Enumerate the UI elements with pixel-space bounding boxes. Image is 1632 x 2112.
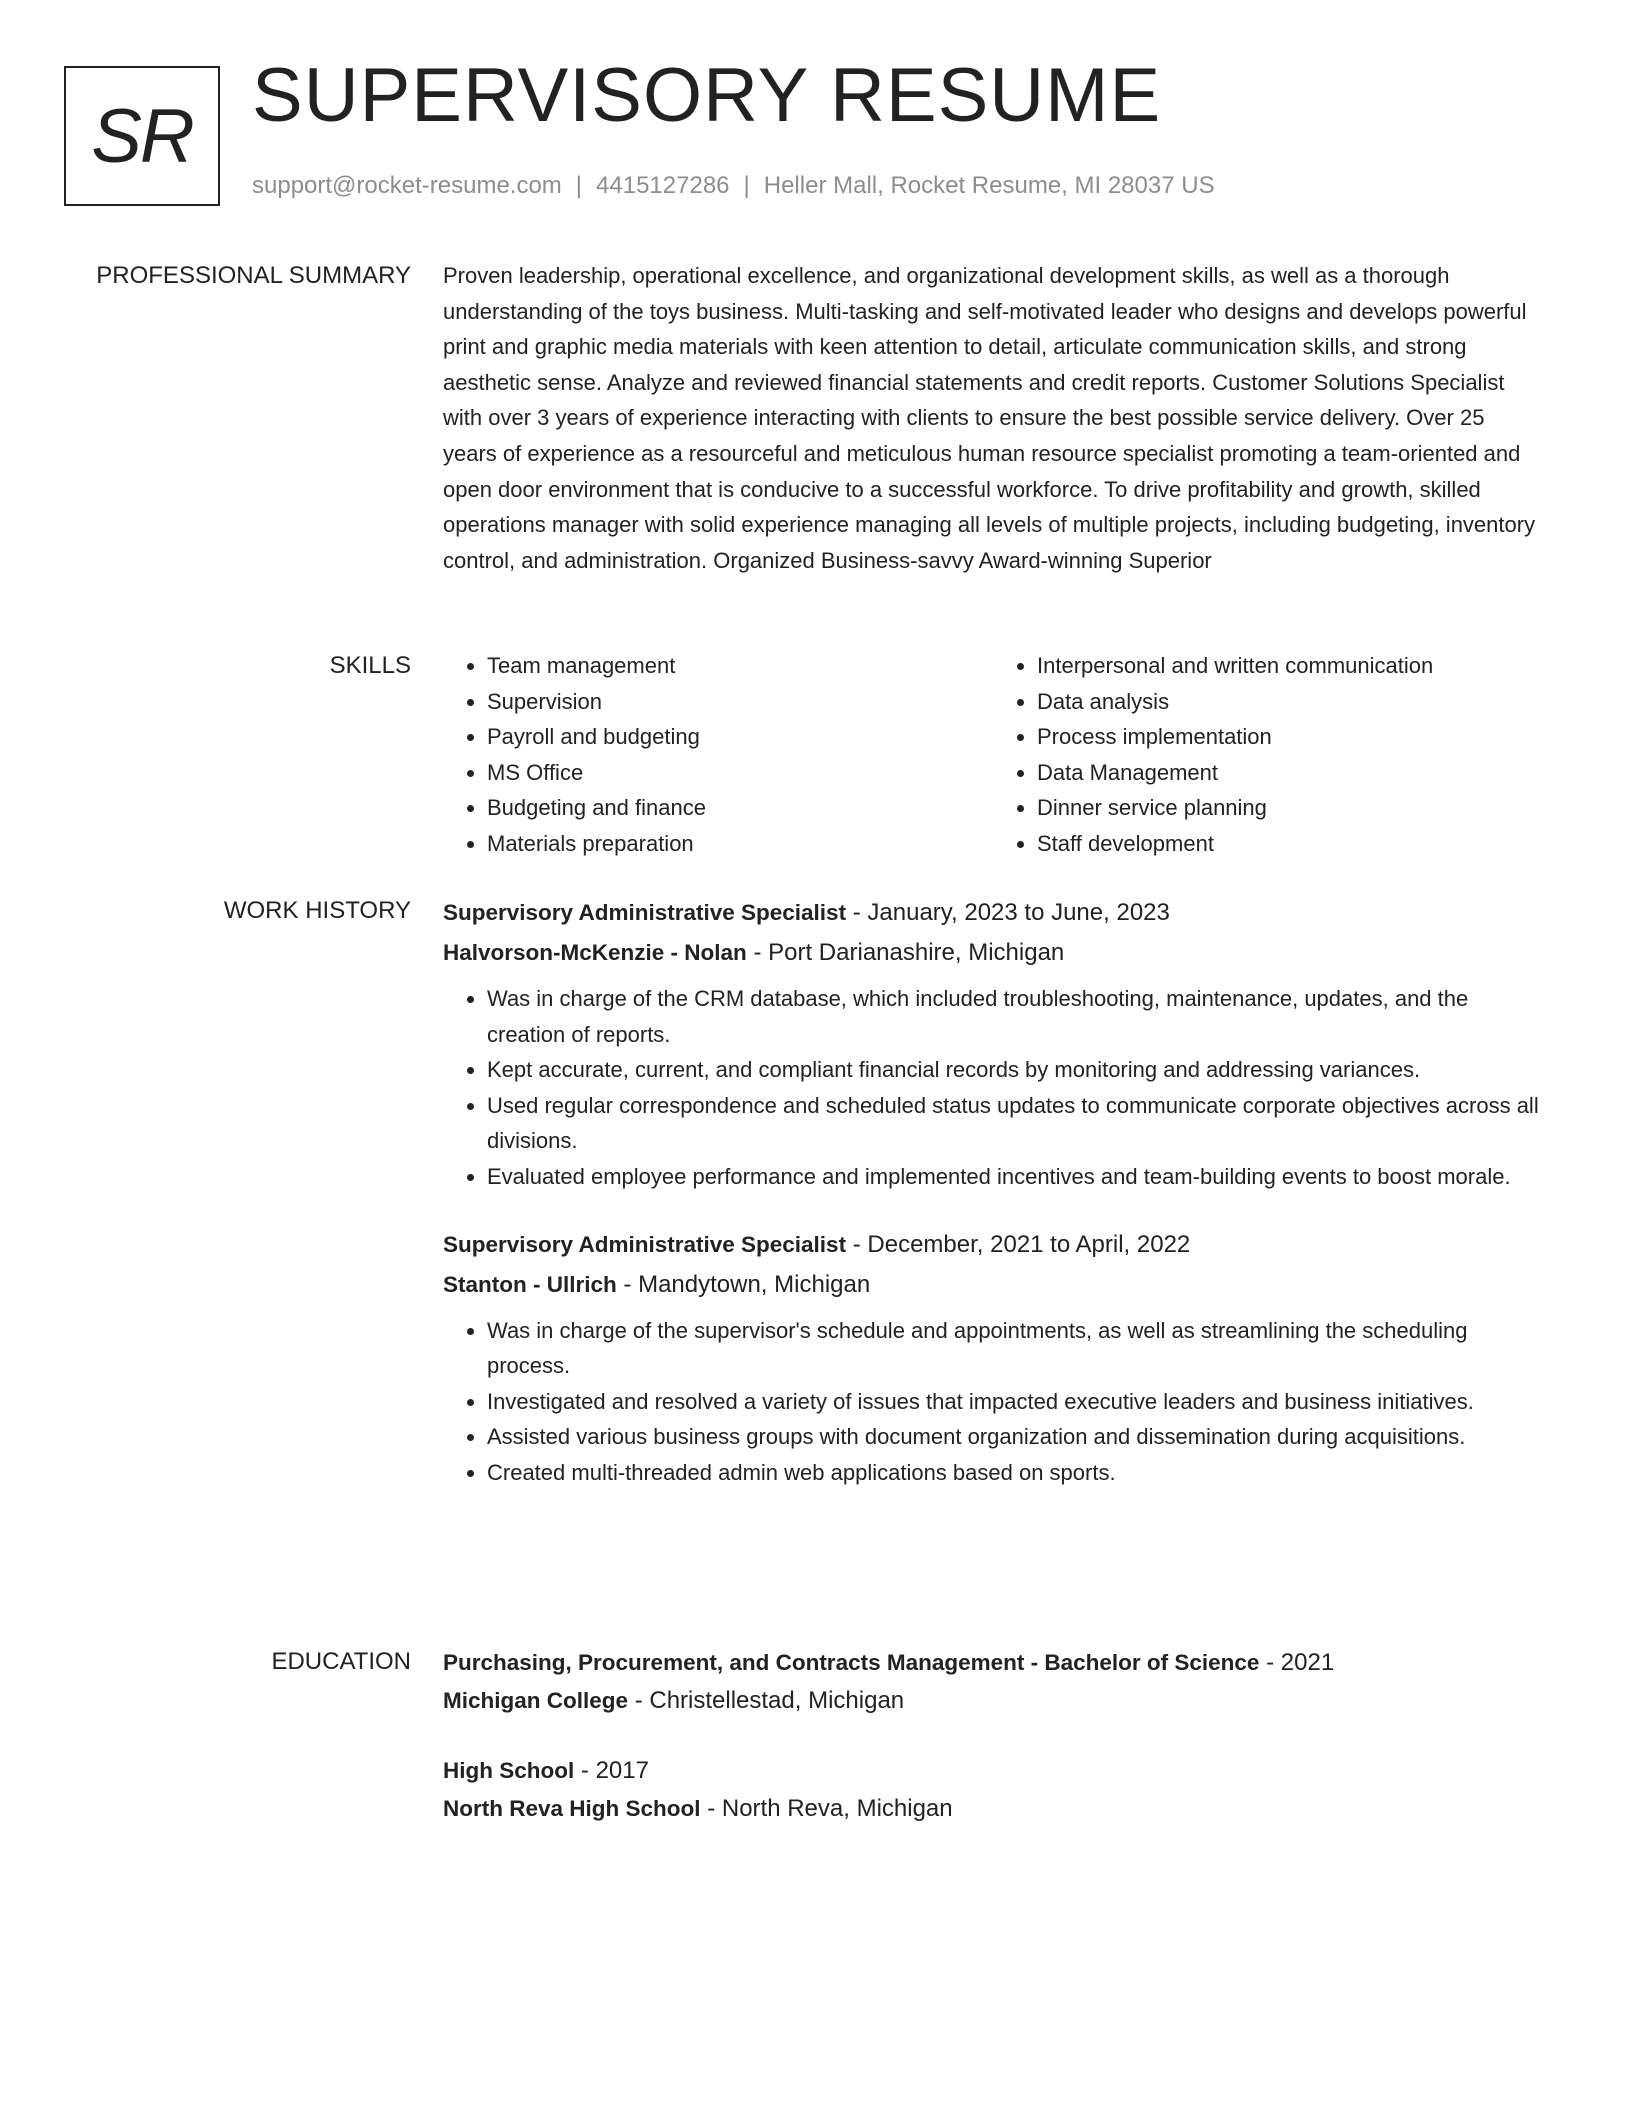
job-title-line [443,893,1543,933]
section-title-skills: SKILLS [329,652,411,679]
job-bullets [443,981,1543,1195]
education-location: - Christellestad, Michigan [628,1687,905,1714]
job-bullets [443,1313,1543,1491]
education-entry [443,1644,1543,1720]
education-degree-line [443,1752,1543,1790]
skill-item: • Data analysis [1037,684,1543,720]
job-title-line [443,1225,1543,1265]
skills-list-right [993,648,1543,862]
job-bullet: • Assisted various business groups with document organization and dissemination during acquisitions. [487,1419,1543,1455]
education-year: - 2017 [574,1757,649,1784]
job-company-line [443,1265,1543,1305]
education-school-line [443,1790,1543,1828]
education-degree: Purchasing, Procurement, and Contracts Management - Bachelor of Science [443,1650,1260,1675]
skill-item: • Team management [487,648,993,684]
job-bullet: • Created multi-threaded admin web applications based on sports. [487,1455,1543,1491]
job-bullet: • Was in charge of the CRM database, which included troubleshooting, maintenance, updates, and the creation of reports. [487,981,1543,1052]
job-entry [443,893,1543,1195]
contact-line [252,172,1215,200]
education-location: - North Reva, Michigan [700,1795,953,1822]
skill-item: • Staff development [1037,826,1543,862]
skill-item: • MS Office [487,755,993,791]
resume-name: SUPERVISORY RESUME [252,53,1162,138]
skills-columns [443,648,1543,862]
job-role: Supervisory Administrative Specialist [443,900,847,925]
job-bullet: • Was in charge of the supervisor's schedule and appointments, as well as streamlining the scheduling process. [487,1313,1543,1384]
education-year: - 2021 [1259,1649,1335,1676]
job-dates: - January, 2023 to June, 2023 [846,899,1170,926]
contact-email[interactable]: support@rocket-resume.com [252,172,562,199]
skill-item: • Process implementation [1037,719,1543,755]
skill-item: • Materials preparation [487,826,993,862]
job-bullet: • Investigated and resolved a variety of issues that impacted executive leaders and business initiatives. [487,1384,1543,1420]
skills-list-left [443,648,993,862]
skills-body [443,648,1543,862]
job-location: - Mandytown, Michigan [616,1270,871,1298]
job-company: Stanton - Ullrich [443,1271,617,1297]
education-school: North Reva High School [443,1796,701,1821]
skill-item: • Dinner service planning [1037,790,1543,826]
contact-phone[interactable]: 4415127286 [596,172,730,199]
job-dates: - December, 2021 to April, 2022 [846,1230,1191,1258]
skill-item: • Interpersonal and written communication [1037,648,1543,684]
job-bullet: • Kept accurate, current, and compliant financial records by monitoring and addressing variances. [487,1052,1543,1088]
job-entry [443,1225,1543,1491]
job-role: Supervisory Administrative Specialist [443,1231,847,1257]
monogram-initials: SR [91,93,193,179]
contact-address: Heller Mall, Rocket Resume, MI 28037 US [763,172,1215,199]
job-bullet: • Evaluated employee performance and implemented incentives and team-building events to boost morale. [487,1159,1543,1195]
job-location: - Port Darianashire, Michigan [746,939,1065,966]
work-body [443,893,1543,1491]
job-bullet: • Used regular correspondence and scheduled status updates to communicate corporate objectives across all divisions. [487,1088,1543,1159]
section-title-work: WORK HISTORY [223,897,411,924]
education-school-line [443,1682,1543,1720]
skill-item: • Payroll and budgeting [487,719,993,755]
summary-text: Proven leadership, operational excellence, and organizational development skills, as well as a thorough understanding of the toys business. Multi-tasking and self-motivated leader who designs and develops powerful print and graphic media materials with keen attention to detail, articulate communication skills, and strong aesthetic sense. Analyze and reviewed financial statements and credit reports. Customer Solutions Specialist with over 3 years of experience interacting with clients to ensure the best possible service delivery. Over 25 years of experience as a resourceful and meticulous human resource specialist promoting a team-oriented and open door environment that is conducive to a successful workforce. To drive profitability and growth, skilled operations manager with solid experience managing all levels of multiple projects, including budgeting, inventory control, and administration. Organized Business-savvy Award-winning Superior [443,263,1536,573]
section-title-education: EDUCATION [271,1648,411,1675]
job-company: Halvorson-McKenzie - Nolan [443,940,747,965]
skill-item: • Supervision [487,684,993,720]
education-body [443,1644,1543,1828]
skill-item: • Budgeting and finance [487,790,993,826]
education-school: Michigan College [443,1688,629,1713]
job-company-line [443,933,1543,973]
education-degree: High School [443,1758,575,1783]
education-entry [443,1752,1543,1828]
contact-separator: | [575,172,583,199]
contact-separator: | [743,172,750,199]
monogram-box [64,66,220,206]
skill-item: • Data Management [1037,755,1543,791]
summary-body [443,258,1543,578]
education-degree-line [443,1644,1543,1682]
section-title-summary: PROFESSIONAL SUMMARY [96,262,411,289]
